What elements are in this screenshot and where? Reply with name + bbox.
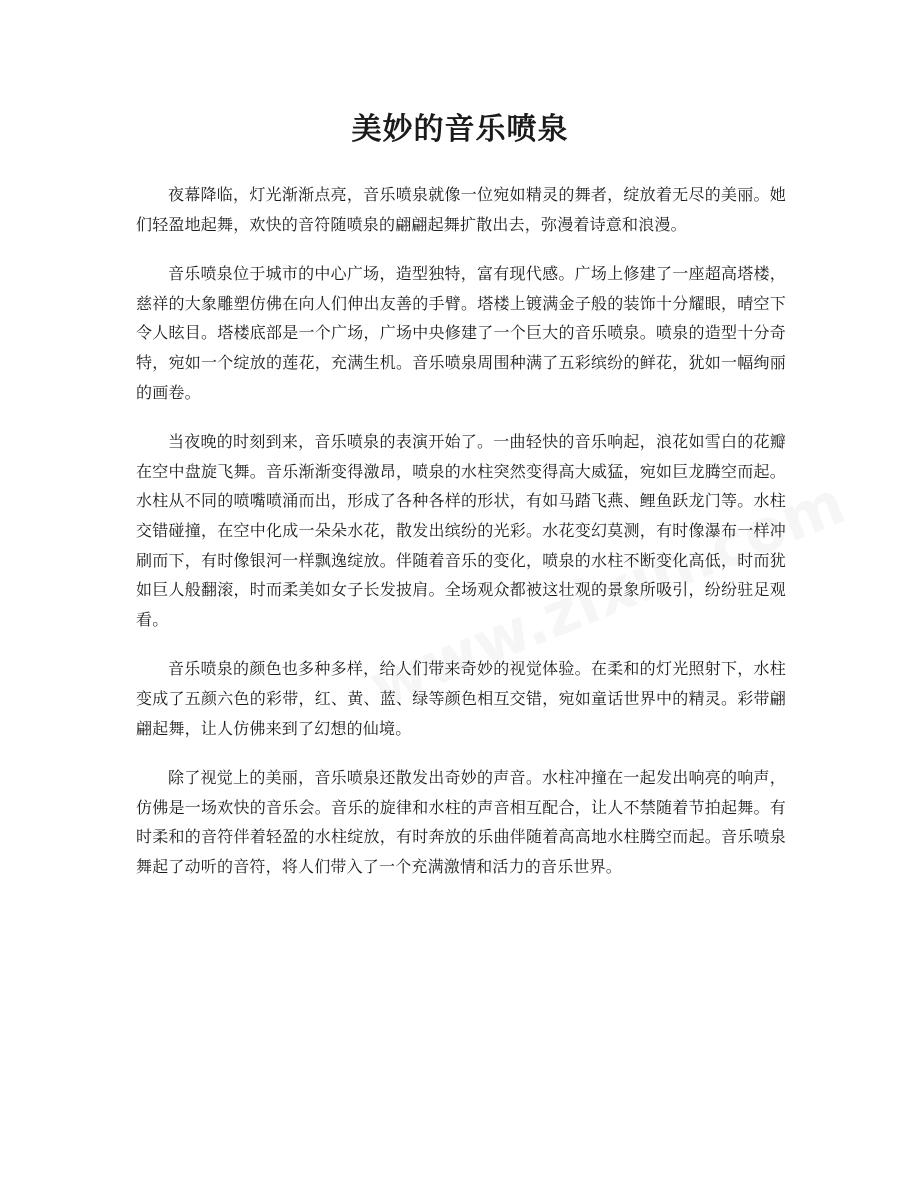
paragraph-4: 音乐喷泉的颜色也多种多样，给人们带来奇妙的视觉体验。在柔和的灯光照射下，水柱变成了五颜六色的彩带，红、黄、蓝、绿等颜色相互交错，宛如童话世界中的精灵。彩带翩翩起舞，让人仿佛来到了幻想的仙境。: [136, 659, 786, 738]
paragraph-1: 夜幕降临，灯光渐渐点亮，音乐喷泉就像一位宛如精灵的舞者，绽放着无尽的美丽。她们轻盈地起舞，欢快的音符随喷泉的翩翩起舞扩散出去，弥漫着诗意和浪漫。: [136, 185, 786, 234]
paragraph-2: 音乐喷泉位于城市的中心广场，造型独特，富有现代感。广场上修建了一座超高塔楼，慈祥的大象雕塑仿佛在向人们伸出友善的手臂。塔楼上镀满金子般的装饰十分耀眼，晴空下令人眩目。塔楼底部是一个广场，广场中央修建了一个巨大的音乐喷泉。喷泉的造型十分奇特，宛如一个绽放的莲花，充满生机。音乐喷泉周围种满了五彩缤纷的鲜花，犹如一幅绚丽的画卷。: [136, 264, 786, 402]
paragraph-3: 当夜晚的时刻到来，音乐喷泉的表演开始了。一曲轻快的音乐响起，浪花如雪白的花瓣在空中盘旋飞舞。音乐渐渐变得激昂，喷泉的水柱突然变得高大威猛，宛如巨龙腾空而起。水柱从不同的喷嘴喷涌而出，形成了各种各样的形状，有如马踏飞燕、鲤鱼跃龙门等。水柱交错碰撞，在空中化成一朵朵水花，散发出缤纷的光彩。水花变幻莫测，有时像瀑布一样冲刷而下，有时像银河一样飘逸绽放。伴随着音乐的变化，喷泉的水柱不断变化高低，时而犹如巨人般翻滚，时而柔美如女子长发披肩。全场观众都被这壮观的景象所吸引，纷纷驻足观看。: [136, 432, 786, 629]
document-body: [136, 180, 786, 901]
paragraph-5: 除了视觉上的美丽，音乐喷泉还散发出奇妙的声音。水柱冲撞在一起发出响亮的响声，仿佛是一场欢快的音乐会。音乐的旋律和水柱的声音相互配合，让人不禁随着节拍起舞。有时柔和的音符伴着轻盈的水柱绽放，有时奔放的乐曲伴随着高高地水柱腾空而起。音乐喷泉舞起了动听的音符，将人们带入了一个充满激情和活力的音乐世界。: [136, 768, 786, 876]
document-title: 美妙的音乐喷泉: [351, 112, 569, 147]
